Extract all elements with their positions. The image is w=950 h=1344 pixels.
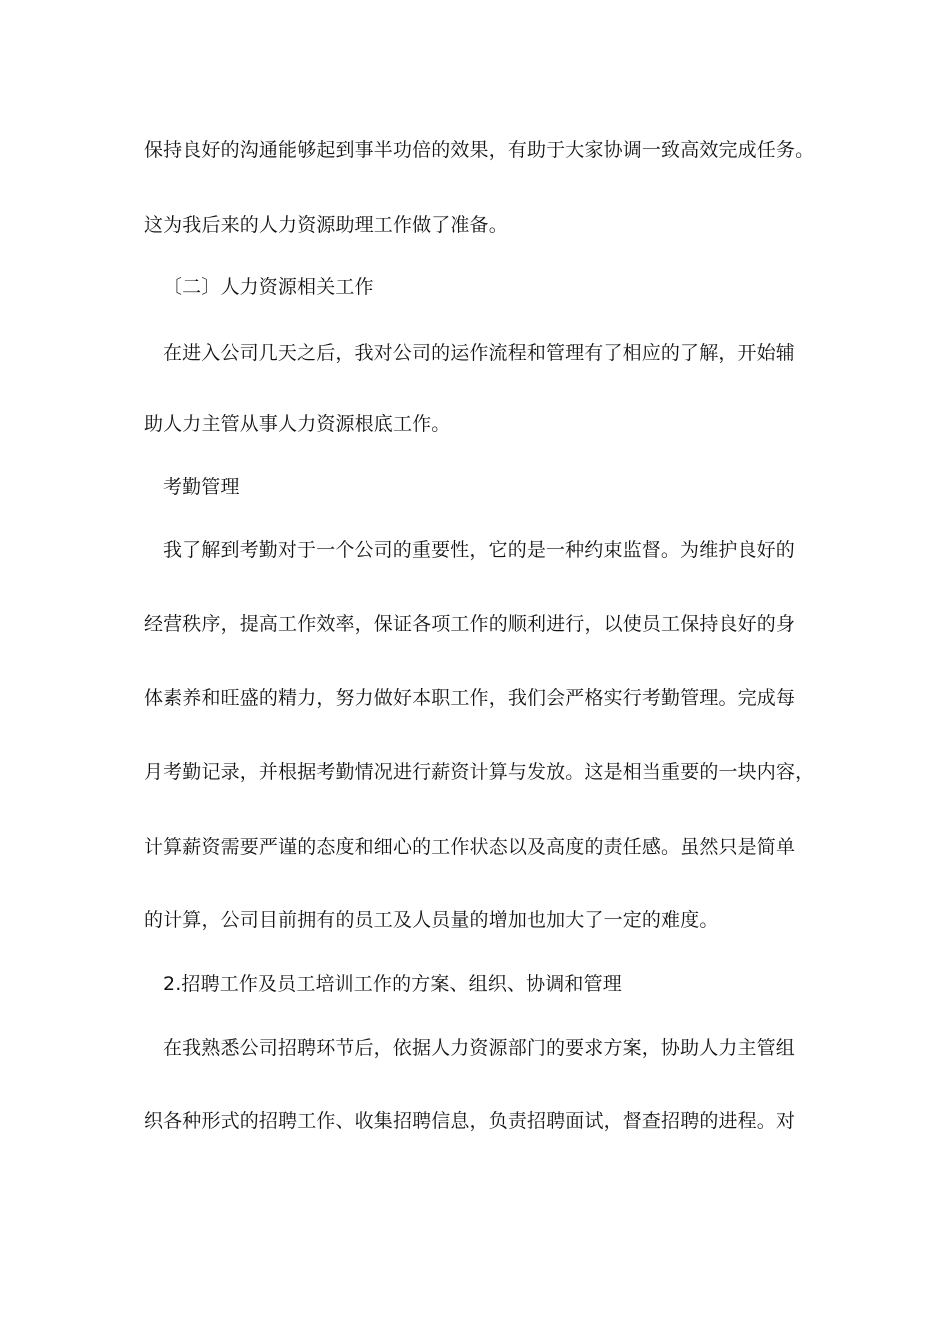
paragraph-line: 我了解到考勤对于一个公司的重要性，它的是一种约束监督。为维护良好的 (163, 539, 795, 561)
paragraph-line: 保持良好的沟通能够起到事半功倍的效果，有助于大家协调一致高效完成任务。 (144, 139, 815, 161)
paragraph-line: 月考勤记录，并根据考勤情况进行薪资计算与发放。这是相当重要的一块内容， (144, 761, 815, 783)
paragraph-line: 体素养和旺盛的精力，努力做好本职工作，我们会严格实行考勤管理。完成每 (144, 687, 796, 709)
paragraph-line: 的计算，公司目前拥有的员工及人员量的增加也加大了一定的难度。 (144, 909, 719, 931)
paragraph-line: 在进入公司几天之后，我对公司的运作流程和管理有了相应的了解，开始辅 (163, 342, 795, 364)
paragraph-line: 织各种形式的招聘工作、收集招聘信息，负责招聘面试，督查招聘的进程。对 (144, 1110, 796, 1132)
subsection-heading: 2.招聘工作及员工培训工作的方案、组织、协调和管理 (163, 973, 622, 995)
paragraph-line: 助人力主管从事人力资源根底工作。 (144, 413, 451, 435)
section-heading: 〔二〕人力资源相关工作 (163, 276, 374, 298)
paragraph-line: 经营秩序，提高工作效率，保证各项工作的顺利进行，以使员工保持良好的身 (144, 613, 796, 635)
paragraph-line: 计算薪资需要严谨的态度和细心的工作状态以及高度的责任感。虽然只是简单 (144, 836, 796, 858)
paragraph-line: 在我熟悉公司招聘环节后，依据人力资源部门的要求方案，协助人力主管组 (163, 1037, 795, 1059)
subsection-heading: 考勤管理 (163, 476, 240, 498)
paragraph-line: 这为我后来的人力资源助理工作做了准备。 (144, 214, 508, 236)
